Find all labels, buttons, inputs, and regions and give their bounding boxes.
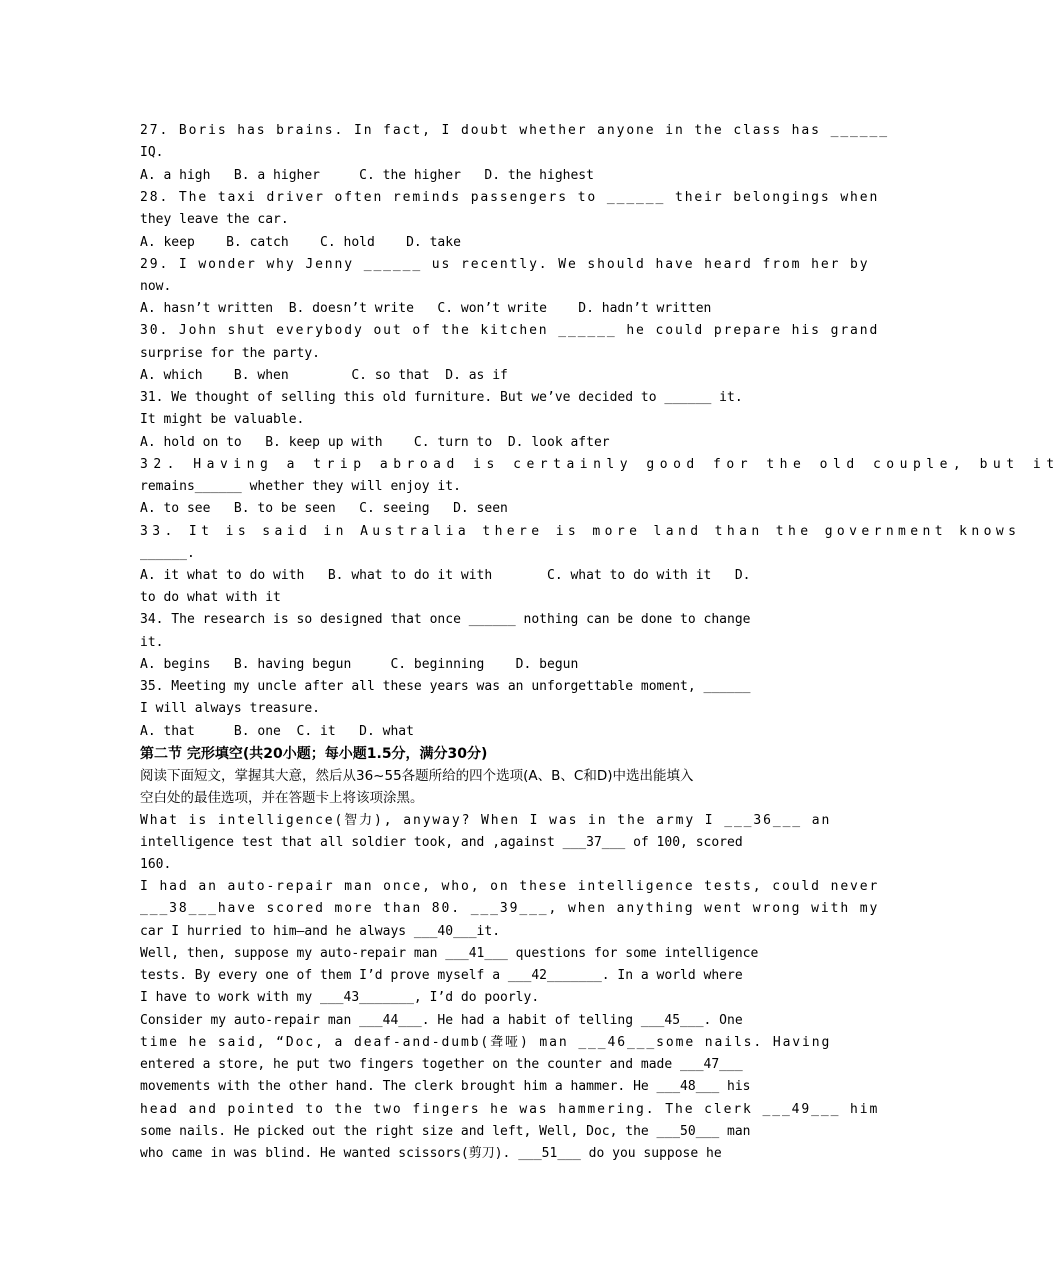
text-line: 空白处的最佳选项，并在答题卡上将该项涂黑。 [140, 790, 424, 806]
text-line: What is intelligence(智力), anyway? When I was in the army I ___36___ an [140, 813, 832, 828]
text-line: 第二节 完形填空(共20小题；每小题1.5分，满分30分) [140, 746, 488, 762]
text-line: 阅读下面短文，掌握其大意，然后从36~55各题所给的四个选项(A、B、C和D)中选出能填入 [140, 768, 694, 784]
text-line: 160. [140, 857, 172, 872]
text-line: I will always treasure. [140, 701, 321, 716]
text-line: movements with the other hand. The clerk brought him a hammer. He ___48___ his [140, 1079, 751, 1094]
text-line: they leave the car. [140, 212, 289, 227]
text-line: car I hurried to him—and he always ___40___it. [140, 924, 501, 939]
text-line: Well, then, suppose my auto-repair man ___41___ questions for some intelligence [140, 946, 759, 961]
text-line: A. a high B. a higher C. the higher D. the highest [140, 168, 594, 183]
text-line: who came in was blind. He wanted scissors(剪刀). ___51___ do you suppose he [140, 1146, 722, 1161]
text-line: ______. [140, 546, 195, 561]
text-line: Consider my auto-repair man ___44___. He had a habit of telling ___45___. One [140, 1013, 743, 1028]
text-line: it. [140, 635, 164, 650]
text-line: intelligence test that all soldier took, and ,against ___37___ of 100, scored [140, 835, 743, 850]
text-line: 30. John shut everybody out of the kitchen ______ he could prepare his grand [140, 323, 880, 338]
text-line: 34. The research is so designed that once ______ nothing can be done to change [140, 612, 751, 627]
text-line: 33. It is said in Australia there is more land than the government knows [140, 524, 1021, 539]
text-line: 29. I wonder why Jenny ______ us recently. We should have heard from her by [140, 257, 870, 272]
text-line: 28. The taxi driver often reminds passengers to ______ their belongings when [140, 190, 880, 205]
text-line: to do what with it [140, 590, 281, 605]
text-line: time he said, “Doc, a deaf-and-dumb(聋哑) man ___46___some nails. Having [140, 1035, 832, 1050]
text-line: head and pointed to the two fingers he was hammering. The clerk ___49___ him [140, 1102, 880, 1117]
text-line: A. begins B. having begun C. beginning D. begun [140, 657, 579, 672]
text-line: It might be valuable. [140, 412, 305, 427]
text-line: I had an auto-repair man once, who, on these intelligence tests, could never [140, 879, 880, 894]
text-line: tests. By every one of them I’d prove myself a ___42_______. In a world where [140, 968, 743, 983]
text-line: A. hasn’t written B. doesn’t write C. won’t write D. hadn’t written [140, 301, 712, 316]
text-line: 27. Boris has brains. In fact, I doubt whether anyone in the class has ______ [140, 123, 889, 138]
text-line: entered a store, he put two fingers together on the counter and made ___47___ [140, 1057, 743, 1072]
text-line: surprise for the party. [140, 346, 321, 361]
text-line: now. [140, 279, 172, 294]
text-line: remains______ whether they will enjoy it. [140, 479, 461, 494]
text-line: A. which B. when C. so that D. as if [140, 368, 508, 383]
text-line: 32. Having a trip abroad is certainly good for the old couple, but it [140, 457, 1060, 472]
text-line: I have to work with my ___43_______, I’d do poorly. [140, 990, 540, 1005]
text-line: A. keep B. catch C. hold D. take [140, 235, 461, 250]
text-line: ___38___have scored more than 80. ___39___, when anything went wrong with my [140, 901, 880, 916]
text-line: some nails. He picked out the right size and left, Well, Doc, the ___50___ man [140, 1124, 751, 1139]
text-line: 35. Meeting my uncle after all these years was an unforgettable moment, ______ [140, 679, 751, 694]
text-line: A. it what to do with B. what to do it with C. what to do with it D. [140, 568, 751, 583]
text-line: 31. We thought of selling this old furniture. But we’ve decided to ______ it. [140, 390, 743, 405]
text-line: A. that B. one C. it D. what [140, 724, 414, 739]
text-line: A. to see B. to be seen C. seeing D. seen [140, 501, 508, 516]
text-line: A. hold on to B. keep up with C. turn to D. look after [140, 435, 610, 450]
text-line: IQ. [140, 145, 164, 160]
